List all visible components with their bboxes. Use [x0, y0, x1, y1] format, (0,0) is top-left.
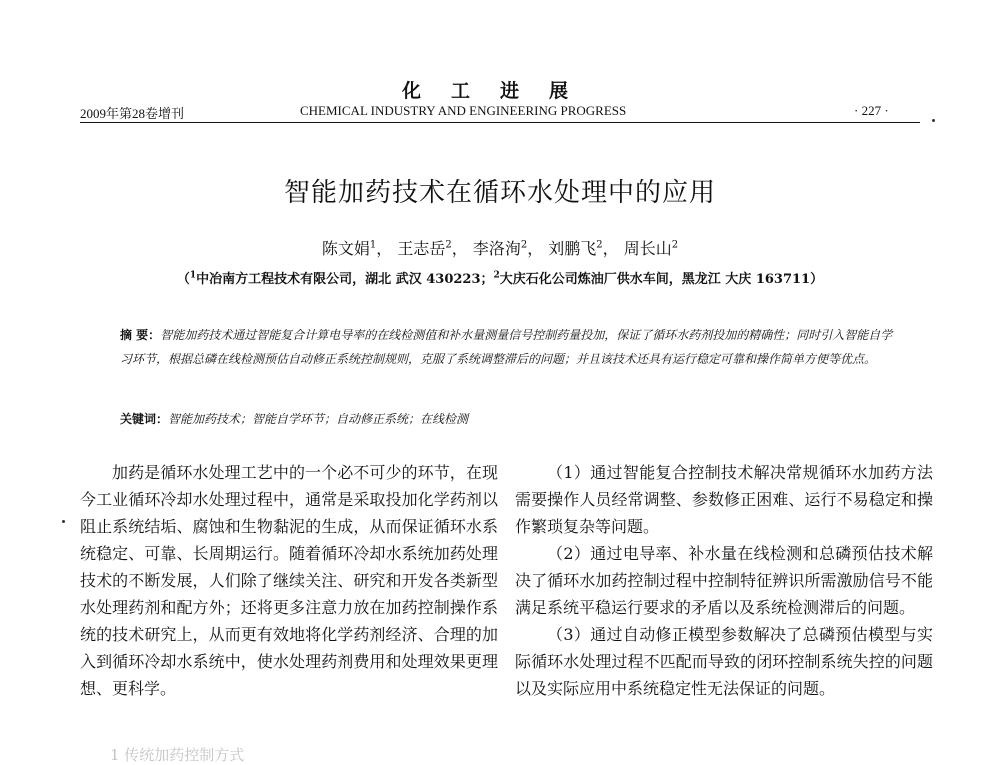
article-title: 智能加药技术在循环水处理中的应用: [283, 178, 716, 208]
author-name: 李洛洵: [472, 239, 521, 258]
abstract-label: 摘 要：: [120, 328, 161, 342]
affiliations: [0, 268, 1000, 287]
author-name: 刘鹏飞: [548, 239, 597, 258]
author-affiliation-mark: 1: [369, 239, 377, 251]
abstract-text: 智能加药技术通过智能复合计算电导率的在线检测值和补水量测量信号控制药量投加，保证了循环水药剂投加的精确性；同时引入智能自学习环节，根据总磷在线检测预估自动修正系统控制规则，克服了系统调整滞后的问题；并且该技术还具有运行稳定可靠和操作简单方便等优点。: [120, 328, 893, 366]
keywords: [120, 410, 902, 427]
affiliation-mark-2: 2: [493, 270, 500, 281]
journal-title-cn: 化工进展: [401, 80, 598, 102]
body-paragraph: （1）通过智能复合控制技术解决常规循环水加药方法需要操作人员经常调整、参数修正困难、运行不易稳定和操作繁琐复杂等问题。: [515, 463, 933, 536]
keywords-label: 关键词：: [120, 412, 169, 426]
page-number: · 227 ·: [854, 103, 889, 118]
author-list: 陈文娟$^1$， 王志岳$^2$， 李洛洵$^2$， 刘鹏飞$^2$， 周长山$^2$: [321, 239, 679, 258]
body-column-right: [515, 459, 933, 702]
affiliation-1: 中冶南方工程技术有限公司，湖北 武汉 430223；: [196, 272, 494, 287]
author-name: 周长山: [623, 239, 672, 258]
body-paragraph: （3）通过自动修正模型参数解决了总磷预估模型与实际循环水处理过程不匹配而导致的闭环控制系统失控的问题以及实际应用中系统稳定性无法保证的问题。: [515, 625, 933, 698]
author-name: 陈文娟: [321, 239, 370, 258]
author-affiliation-mark: 2: [596, 239, 603, 251]
scan-speck: [62, 520, 65, 523]
author-affiliation-mark: 2: [671, 239, 679, 251]
scan-speck: [932, 119, 935, 122]
section-heading-cut-off: 1 传统加药控制方式: [110, 746, 245, 764]
author-affiliation-mark: 2: [445, 239, 452, 251]
body-paragraph: 加药是循环水处理工艺中的一个必不可少的环节，在现今工业循环冷却水处理过程中，通常是采取投加化学药剂以阻止系统结垢、腐蚀和生物黏泥的生成，从而保证循环水系统稳定、可靠、长周期运行。随着循环冷却水系统加药处理技术的不断发展，人们除了继续关注、研究和开发各类新型水处理药剂和配方外；还将更多注意力放在加药控制操作系统的技术研究上，从而更有效地将化学药剂经济、合理的加入到循环冷却水系统中，使水处理药剂费用和处理效果更理想、更科学。: [80, 463, 498, 698]
affiliation-2: 大庆石化公司炼油厂供水车间，黑龙江 大庆 163711）: [499, 272, 824, 287]
body-column-left: [80, 459, 498, 702]
header-divider: [80, 122, 920, 123]
author-name: 王志岳: [397, 239, 446, 258]
abstract: [120, 323, 902, 371]
journal-title-en: CHEMICAL INDUSTRY AND ENGINEERING PROGRESS: [300, 103, 627, 118]
keywords-text: 智能加药技术；智能自学环节；自动修正系统；在线检测: [168, 412, 469, 426]
affiliation-mark-1: 1: [189, 270, 197, 281]
issue-info: 2009年第28卷增刊: [80, 106, 185, 121]
affiliation-open-paren: （: [176, 272, 190, 287]
author-affiliation-mark: 2: [520, 239, 528, 251]
body-paragraph: （2）通过电导率、补水量在线检测和总磷预估技术解决了循环水加药控制过程中控制特征辨识所需激励信号不能满足系统平稳运行要求的矛盾以及系统检测滞后的问题。: [515, 544, 933, 617]
